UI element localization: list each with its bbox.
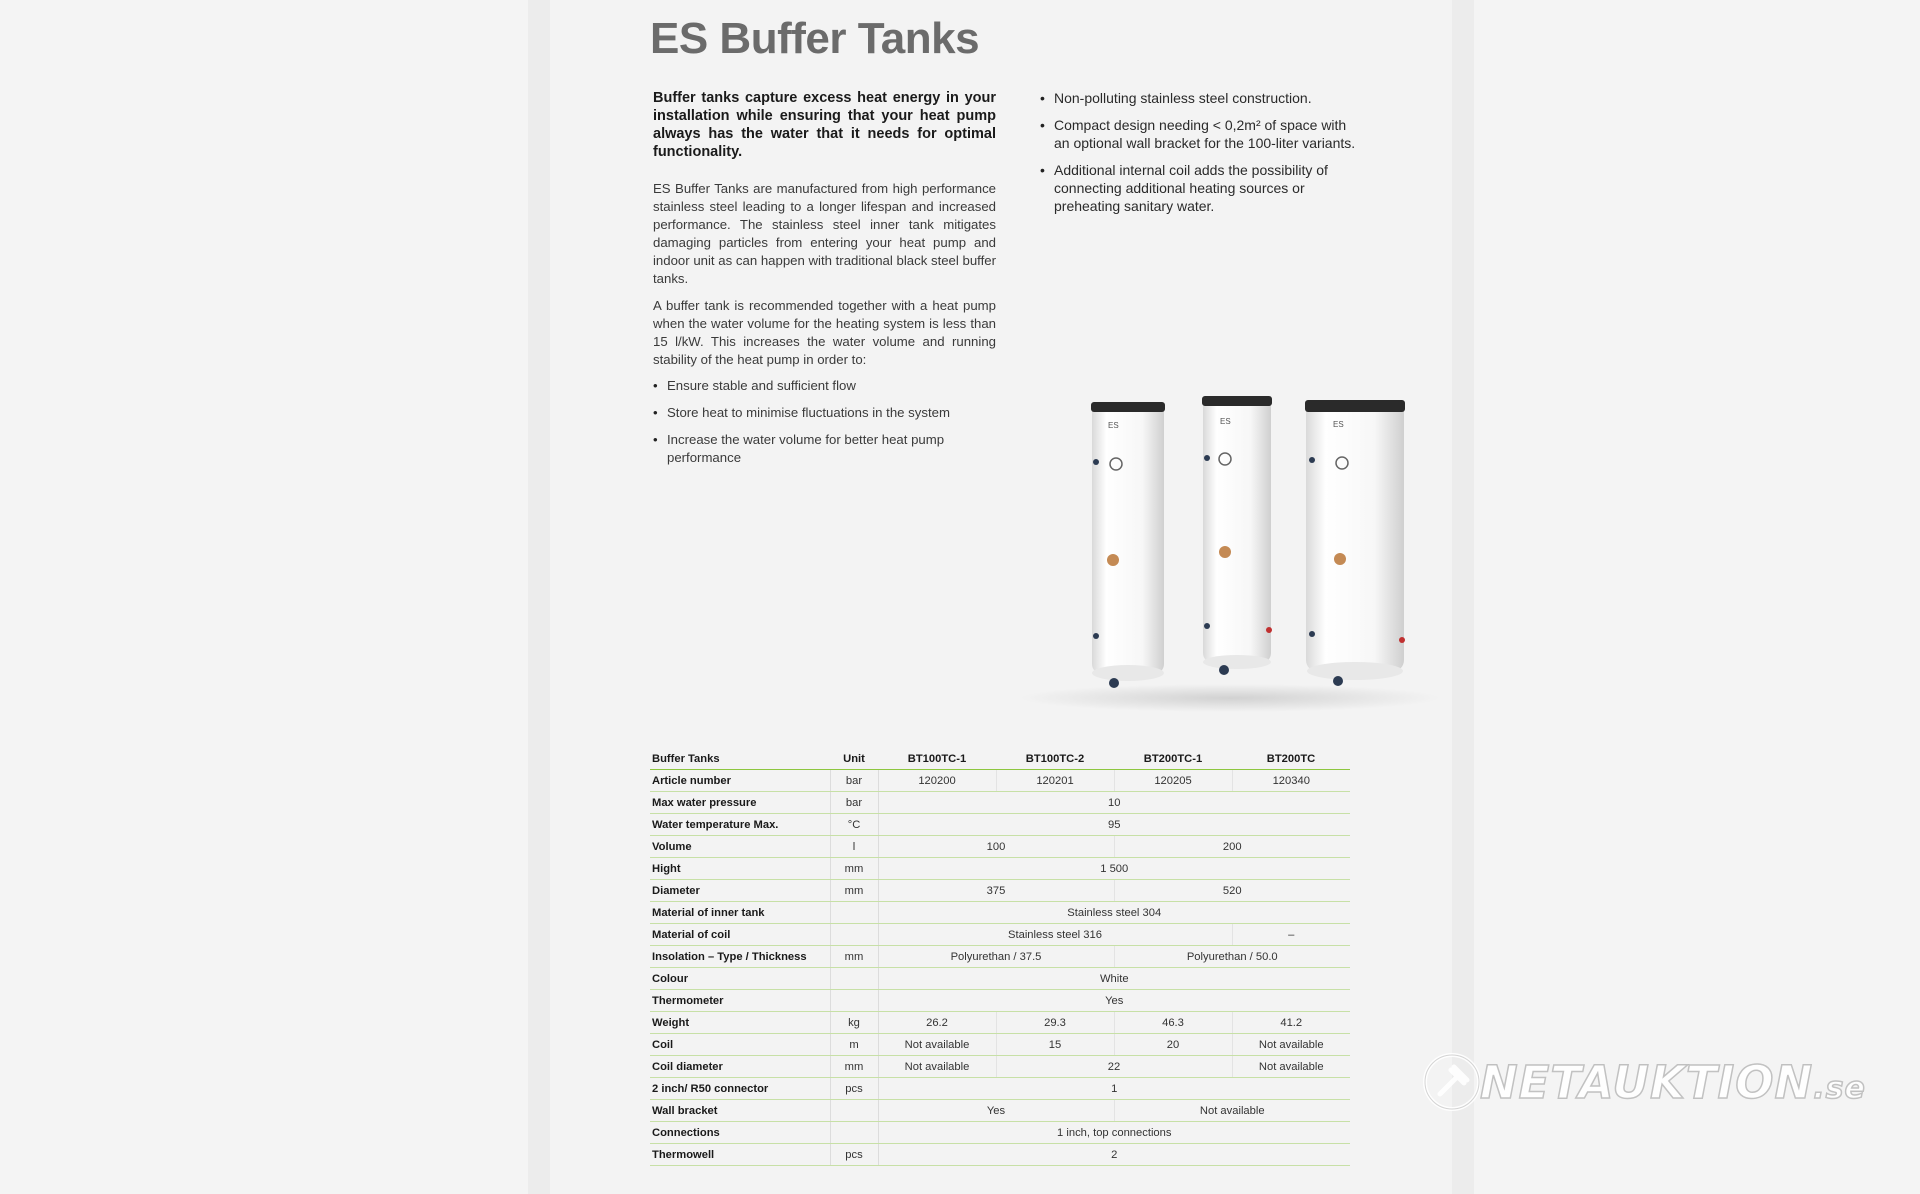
- table-row: [650, 1078, 1350, 1100]
- watermark-tld: .se: [1813, 1071, 1866, 1106]
- table-cell: White: [878, 968, 1350, 990]
- watermark-text: [1480, 1056, 1866, 1109]
- table-cell: 100: [878, 836, 1114, 858]
- row-label: Article number: [650, 770, 830, 792]
- row-label: Colour: [650, 968, 830, 990]
- table-header-row: [650, 748, 1350, 770]
- row-unit: mm: [830, 880, 878, 902]
- page-title: ES Buffer Tanks: [650, 14, 980, 63]
- row-unit: bar: [830, 770, 878, 792]
- row-unit: pcs: [830, 1144, 878, 1166]
- row-label: Connections: [650, 1122, 830, 1144]
- table-row: [650, 792, 1350, 814]
- body-paragraph: A buffer tank is recommended together with a heat pump when the water volume for the heating system is less than 15 l/kW. This increases the water volume and running stability of the heat pump in order to:: [653, 298, 996, 367]
- feature-list: [1040, 89, 1360, 224]
- table-row: [650, 902, 1350, 924]
- table-cell: Polyurethan / 37.5: [878, 946, 1114, 968]
- table-row: [650, 1144, 1350, 1166]
- table-cell: 200: [1114, 836, 1350, 858]
- tank-logo: ES: [1333, 420, 1344, 429]
- row-unit: [830, 968, 878, 990]
- table-cell: 26.2: [878, 1012, 996, 1034]
- hammer-icon: [1420, 1048, 1480, 1116]
- left-margin: [0, 0, 528, 1194]
- document-page: [550, 0, 1452, 1194]
- table-cell: 1: [878, 1078, 1350, 1100]
- page-shadow-right: [1452, 0, 1474, 1194]
- watermark-brand: NETAUKTION: [1480, 1056, 1814, 1109]
- row-label: Hight: [650, 858, 830, 880]
- row-label: Weight: [650, 1012, 830, 1034]
- row-label: Thermometer: [650, 990, 830, 1012]
- row-label: Max water pressure: [650, 792, 830, 814]
- table-cell: Yes: [878, 990, 1350, 1012]
- tank-logo: ES: [1220, 417, 1231, 426]
- table-row: [650, 1100, 1350, 1122]
- row-unit: [830, 1122, 878, 1144]
- row-unit: °C: [830, 814, 878, 836]
- body-paragraph: ES Buffer Tanks are manufactured from high performance stainless steel leading to a longer lifespan and increased performance. The stainless steel inner tank mitigates damaging particles from entering your heat pump and indoor unit as can happen with traditional black steel buffer tanks.: [653, 181, 996, 286]
- table-cell: Not available: [1232, 1056, 1350, 1078]
- table-row: [650, 858, 1350, 880]
- row-unit: [830, 1100, 878, 1122]
- table-cell: Not available: [878, 1034, 996, 1056]
- row-unit: mm: [830, 858, 878, 880]
- table-cell: Not available: [1114, 1100, 1350, 1122]
- table-cell: 1 inch, top connections: [878, 1122, 1350, 1144]
- row-unit: bar: [830, 792, 878, 814]
- table-row: [650, 1122, 1350, 1144]
- row-unit: mm: [830, 946, 878, 968]
- table-row: [650, 1056, 1350, 1078]
- row-unit: pcs: [830, 1078, 878, 1100]
- table-row: [650, 946, 1350, 968]
- column-header: BT200TC: [1232, 748, 1350, 770]
- table-row: [650, 880, 1350, 902]
- column-header: BT100TC-2: [996, 748, 1114, 770]
- list-item: • Additional internal coil adds the possibility of connecting additional heating sources or preheating sanitary water.: [1040, 161, 1360, 215]
- table-row: [650, 836, 1350, 858]
- table-cell: 15: [996, 1034, 1114, 1056]
- column-header: BT200TC-1: [1114, 748, 1232, 770]
- column-header: BT100TC-1: [878, 748, 996, 770]
- column-header: Unit: [830, 748, 878, 770]
- table-cell: 1 500: [878, 858, 1350, 880]
- table-row: [650, 924, 1350, 946]
- row-label: Thermowell: [650, 1144, 830, 1166]
- row-label: Water temperature Max.: [650, 814, 830, 836]
- table-cell: 20: [1114, 1034, 1232, 1056]
- list-item: • Ensure stable and sufficient flow: [653, 377, 996, 395]
- row-label: Material of coil: [650, 924, 830, 946]
- row-unit: kg: [830, 1012, 878, 1034]
- table-cell: –: [1232, 924, 1350, 946]
- table-cell: 95: [878, 814, 1350, 836]
- row-label: Material of inner tank: [650, 902, 830, 924]
- table-cell: Stainless steel 304: [878, 902, 1350, 924]
- tank-1: [1091, 402, 1165, 688]
- row-label: Wall bracket: [650, 1100, 830, 1122]
- row-unit: [830, 924, 878, 946]
- table-row: [650, 814, 1350, 836]
- tank-2: [1202, 396, 1272, 675]
- tank-logo: ES: [1108, 421, 1119, 430]
- row-unit: mm: [830, 1056, 878, 1078]
- table-cell: 22: [996, 1056, 1232, 1078]
- row-label: Coil diameter: [650, 1056, 830, 1078]
- table-cell: Not available: [878, 1056, 996, 1078]
- row-unit: [830, 902, 878, 924]
- table-cell: 10: [878, 792, 1350, 814]
- table-cell: Yes: [878, 1100, 1114, 1122]
- table-cell: 120340: [1232, 770, 1350, 792]
- table-cell: Polyurethan / 50.0: [1114, 946, 1350, 968]
- watermark: [1420, 1048, 1866, 1116]
- list-item: • Increase the water volume for better heat pump performance: [653, 431, 996, 467]
- row-unit: [830, 990, 878, 1012]
- spec-table: [650, 748, 1350, 1166]
- table-cell: 29.3: [996, 1012, 1114, 1034]
- row-label: Insolation – Type / Thickness: [650, 946, 830, 968]
- column-header: Buffer Tanks: [650, 748, 830, 770]
- buffer-tanks-image: [1010, 380, 1450, 720]
- benefit-list: [653, 377, 996, 476]
- tank-3: [1305, 400, 1405, 686]
- table-cell: 46.3: [1114, 1012, 1232, 1034]
- table-cell: 41.2: [1232, 1012, 1350, 1034]
- table-cell: 2: [878, 1144, 1350, 1166]
- table-cell: Not available: [1232, 1034, 1350, 1056]
- list-item: • Non-polluting stainless steel construction.: [1040, 89, 1360, 107]
- page-shadow-left: [528, 0, 550, 1194]
- row-label: Coil: [650, 1034, 830, 1056]
- table-row: [650, 1034, 1350, 1056]
- table-row: [650, 1012, 1350, 1034]
- table-cell: 120201: [996, 770, 1114, 792]
- row-label: Diameter: [650, 880, 830, 902]
- table-cell: 120205: [1114, 770, 1232, 792]
- table-cell: 520: [1114, 880, 1350, 902]
- row-label: Volume: [650, 836, 830, 858]
- lead-paragraph: Buffer tanks capture excess heat energy in your installation while ensuring that your heat pump always has the water that it needs for optimal functionality.: [653, 90, 996, 160]
- spec-table-body: [650, 770, 1350, 1166]
- table-row: [650, 770, 1350, 792]
- table-row: [650, 968, 1350, 990]
- table-row: [650, 990, 1350, 1012]
- list-item: • Compact design needing < 0,2m² of space with an optional wall bracket for the 100-liter variants.: [1040, 116, 1360, 152]
- row-unit: l: [830, 836, 878, 858]
- table-cell: Stainless steel 316: [878, 924, 1232, 946]
- list-item: • Store heat to minimise fluctuations in the system: [653, 404, 996, 422]
- table-cell: 375: [878, 880, 1114, 902]
- table-cell: 120200: [878, 770, 996, 792]
- row-unit: m: [830, 1034, 878, 1056]
- row-label: 2 inch/ R50 connector: [650, 1078, 830, 1100]
